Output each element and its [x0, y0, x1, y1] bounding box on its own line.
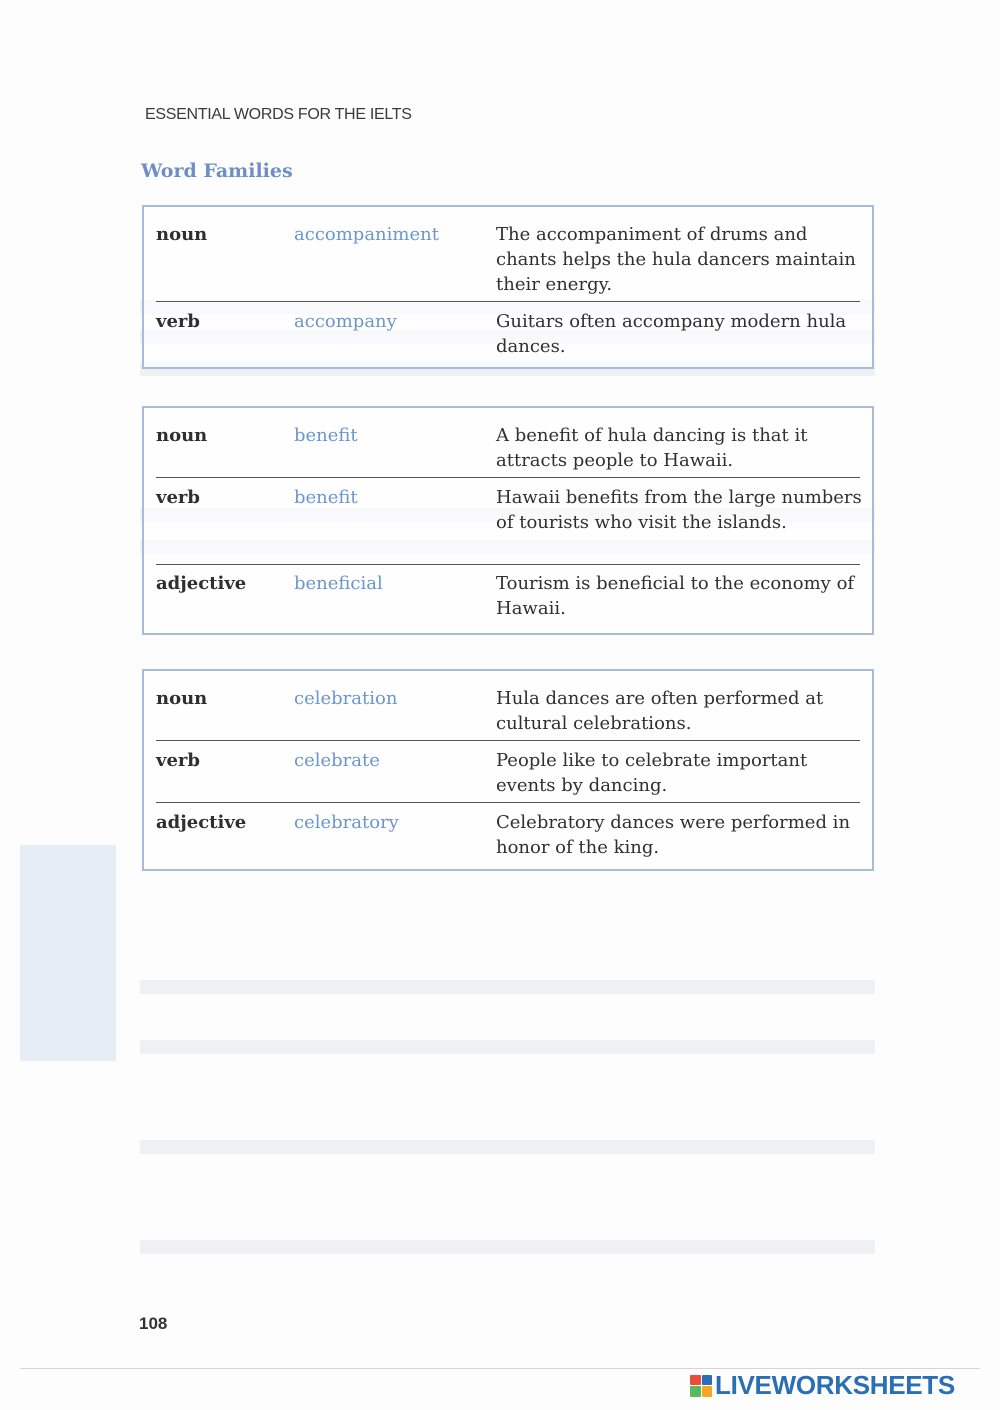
word-family-box: [142, 205, 874, 369]
part-of-speech: noun: [156, 688, 208, 709]
word-form: accompany: [294, 311, 397, 332]
part-of-speech: adjective: [156, 573, 247, 594]
entry-divider: [156, 301, 860, 302]
example-sentence: Hula dances are often performed at cultural celebrations.: [496, 688, 824, 734]
example-sentence: People like to celebrate important events by dancing.: [496, 750, 808, 796]
footer-divider: [20, 1368, 980, 1369]
word-family-box: [142, 669, 874, 871]
word-form: benefit: [294, 487, 358, 508]
bleed-through: [140, 1140, 875, 1154]
part-of-speech: verb: [156, 311, 200, 332]
part-of-speech: adjective: [156, 812, 247, 833]
entry-divider: [156, 564, 860, 565]
word-form: celebration: [294, 688, 398, 709]
example-sentence: Celebratory dances were performed in honor of the king.: [496, 812, 851, 858]
entry-divider: [156, 477, 860, 478]
bleed-through: [140, 1040, 875, 1054]
bleed-through: [140, 980, 875, 994]
liveworksheets-logo-icon: [690, 1375, 712, 1397]
page-number: 108: [139, 1314, 168, 1333]
liveworksheets-brand-link[interactable]: [690, 1370, 955, 1401]
example-sentence: Tourism is beneficial to the economy of Hawaii.: [496, 573, 855, 619]
part-of-speech: noun: [156, 224, 208, 245]
example-sentence: Guitars often accompany modern hula dances.: [496, 311, 847, 357]
bleed-through: [140, 1240, 875, 1254]
word-form: beneficial: [294, 573, 383, 594]
word-form: accompaniment: [294, 224, 439, 245]
entry-divider: [156, 802, 860, 803]
word-family-box: [142, 406, 874, 635]
brand-name: LIVEWORKSHEETS: [715, 1370, 955, 1400]
word-form: benefit: [294, 425, 358, 446]
entry-divider: [156, 740, 860, 741]
example-sentence: The accompaniment of drums and chants helps the hula dancers maintain their energy.: [496, 224, 856, 295]
part-of-speech: noun: [156, 425, 208, 446]
part-of-speech: verb: [156, 750, 200, 771]
section-title: Word Families: [141, 160, 293, 182]
side-tab: [20, 845, 116, 1061]
page-header: ESSENTIAL WORDS FOR THE IELTS: [145, 106, 412, 123]
word-form: celebrate: [294, 750, 380, 771]
word-form: celebratory: [294, 812, 399, 833]
example-sentence: Hawaii benefits from the large numbers of tourists who visit the islands.: [496, 487, 862, 533]
part-of-speech: verb: [156, 487, 200, 508]
example-sentence: A benefit of hula dancing is that it attracts people to Hawaii.: [496, 425, 808, 471]
